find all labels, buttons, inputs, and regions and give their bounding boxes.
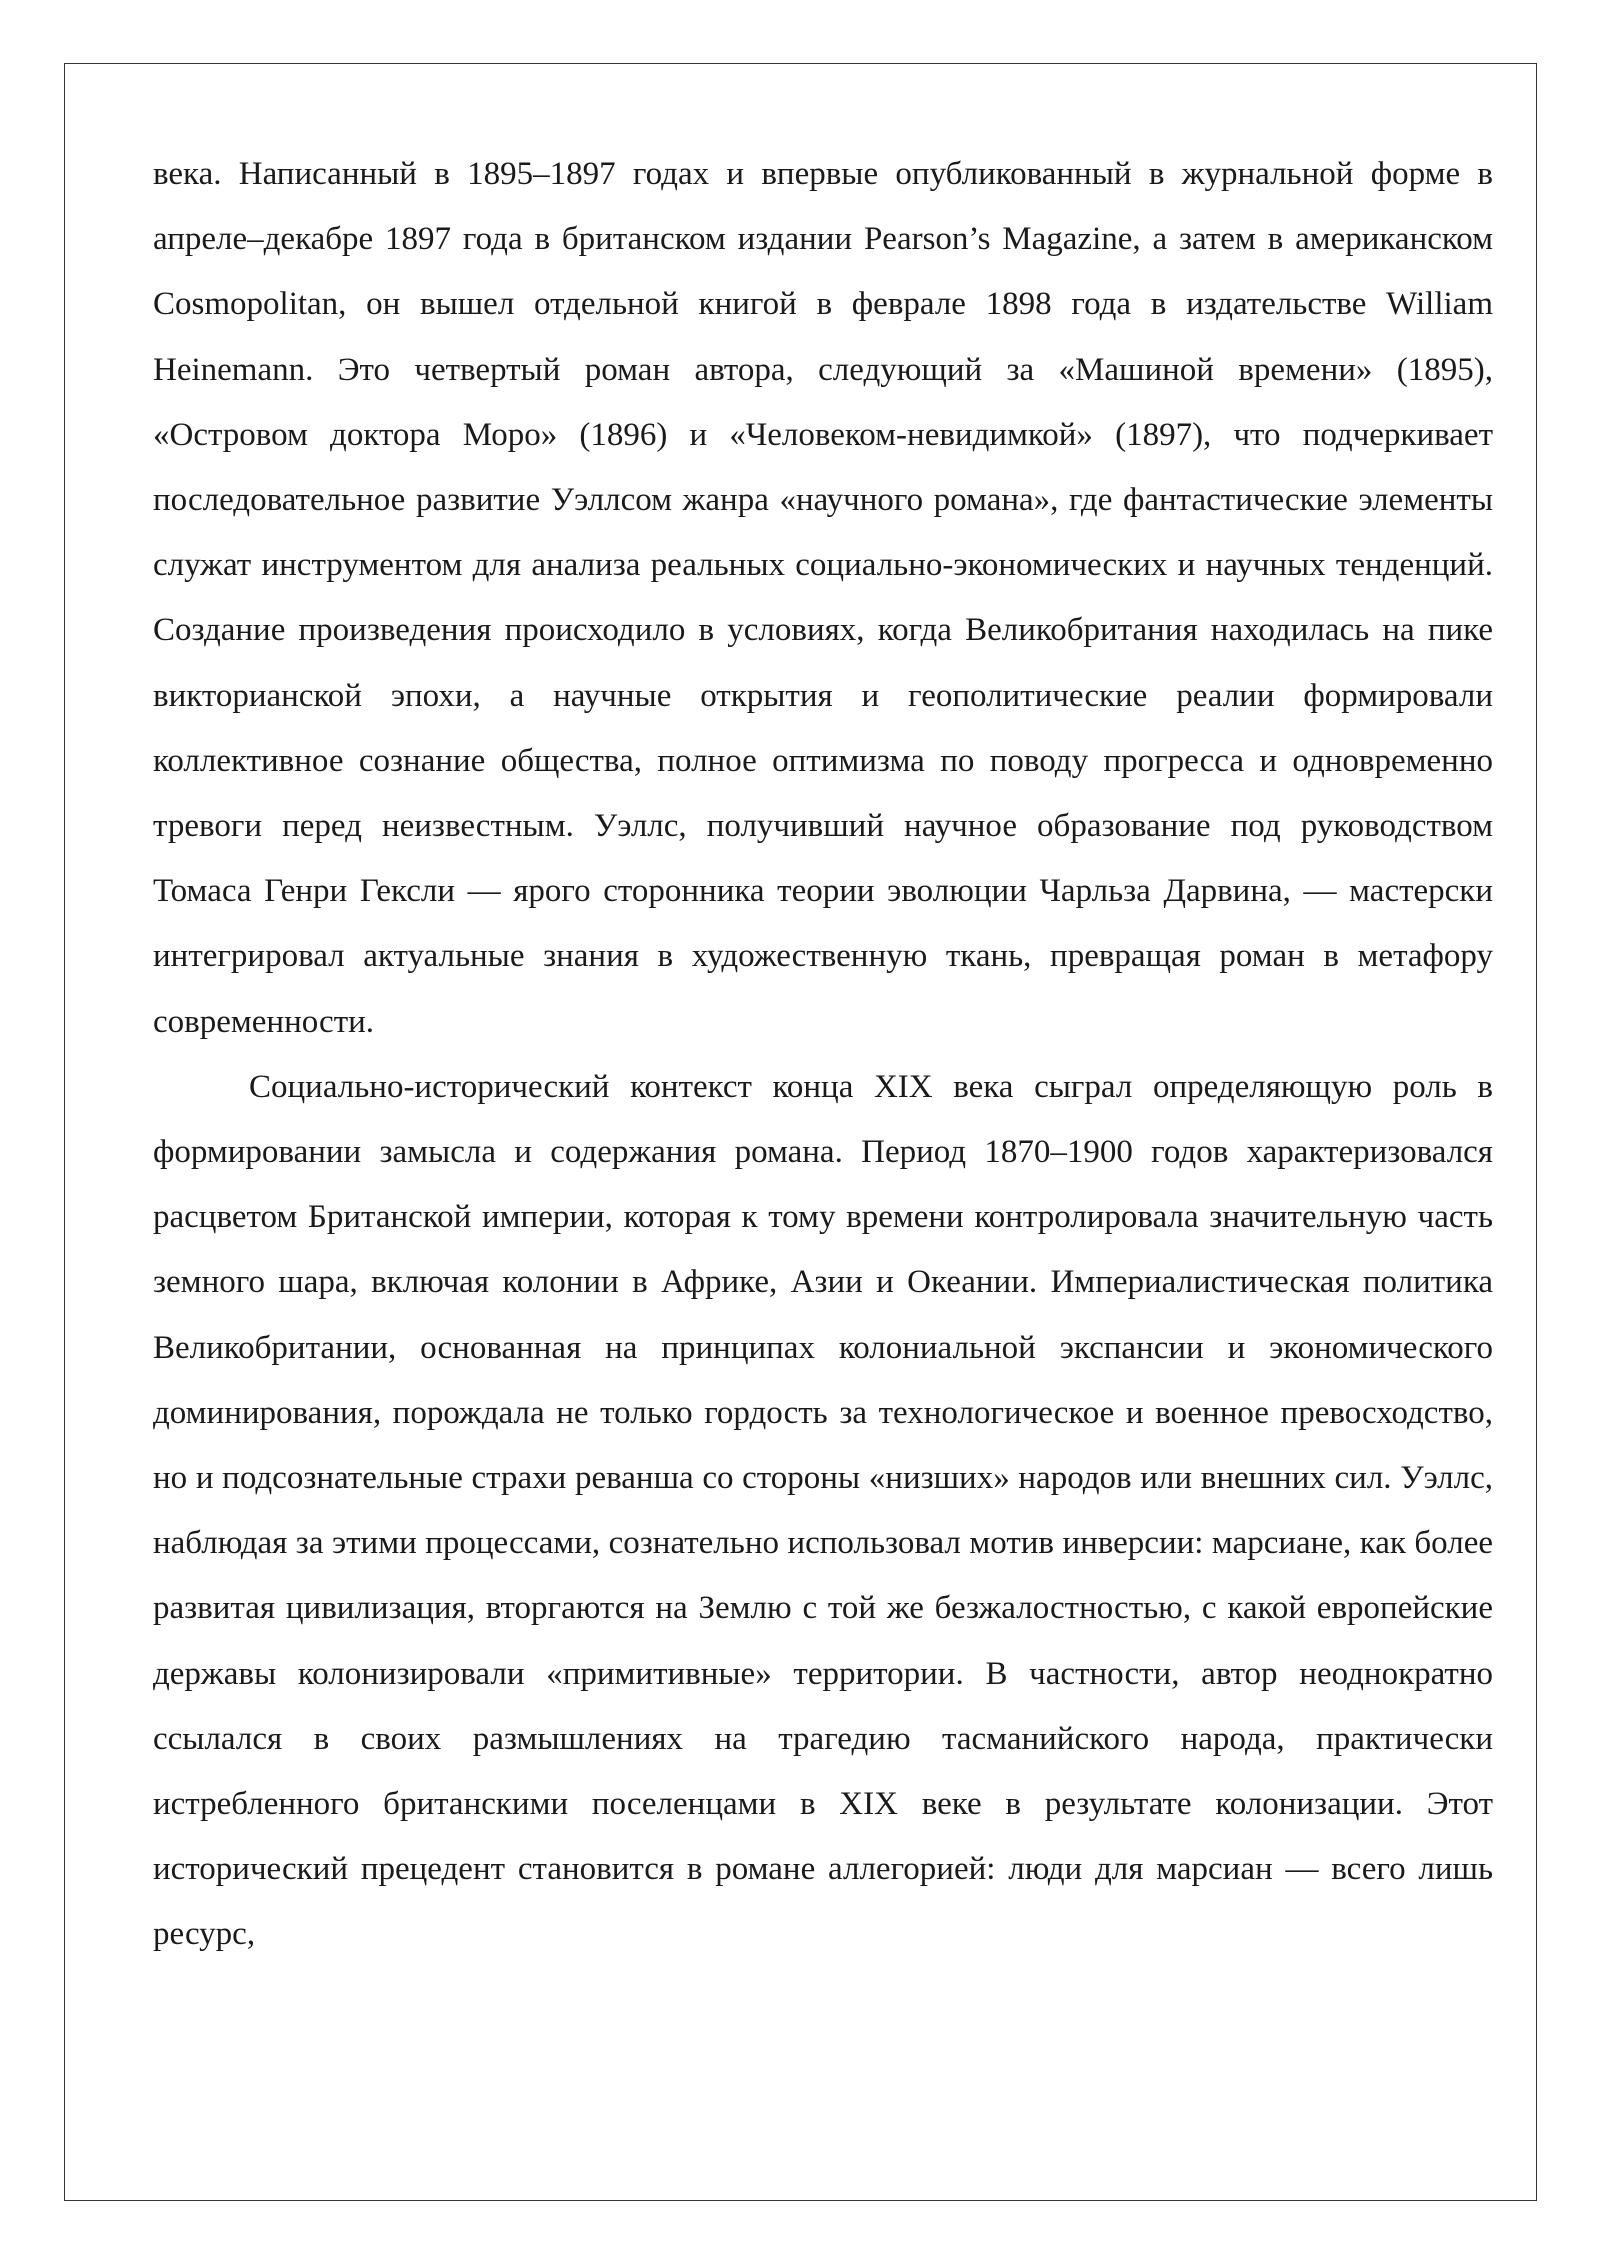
page-body bbox=[153, 142, 1493, 1968]
paragraph-publication-history: века. Написанный в 1895–1897 годах и впервые опубликованный в журнальной форме в апреле–декабре 1897 года в британском издании Pearson’s Magazine, а затем в американском Cosmopolitan, он вышел отдельной книгой в феврале 1898 года в издательстве William Heinemann. Это четвертый роман автора, следующий за «Машиной времени» (1895), «Островом доктора Моро» (1896) и «Человеком-невидимкой» (1897), что подчеркивает последовательное развитие Уэллсом жанра «научного романа», где фантастические элементы служат инструментом для анализа реальных социально-экономических и научных тенденций. Создание произведения происходило в условиях, когда Великобритания находилась на пике викторианской эпохи, а научные открытия и геополитические реалии формировали коллективное сознание общества, полное оптимизма по поводу прогресса и одновременно тревоги перед неизвестным. Уэллс, получивший научное образование под руководством Томаса Генри Гексли — ярого сторонника теории эволюции Чарльза Дарвина, — мастерски интегрировал актуальные знания в художественную ткань, превращая роман в метафору современности. bbox=[153, 156, 1493, 1040]
paragraph-historical-context: Социально-исторический контекст конца XIX века сыграл определяющую роль в формировании замысла и содержания романа. Период 1870–1900 годов характеризовался расцветом Британской империи, которая к тому времени контролировала значительную часть земного шара, включая колонии в Африке, Азии и Океании. Империалистическая политика Великобритании, основанная на принципах колониальной экспансии и экономического доминирования, порождала не только гордость за технологическое и военное превосходство, но и подсознательные страхи реванша со стороны «низших» народов или внешних сил. Уэллс, наблюдая за этими процессами, сознательно использовал мотив инверсии: марсиане, как более развитая цивилизация, вторгаются на Землю с той же безжалостностью, с какой европейские державы колонизировали «примитивные» территории. В частности, автор неоднократно ссылался в своих размышлениях на трагедию тасманийского народа, практически истребленного британскими поселенцами в XIX веке в результате колонизации. Этот исторический прецедент становится в романе аллегорией: люди для марсиан — всего лишь ресурс, bbox=[153, 1068, 1493, 1953]
